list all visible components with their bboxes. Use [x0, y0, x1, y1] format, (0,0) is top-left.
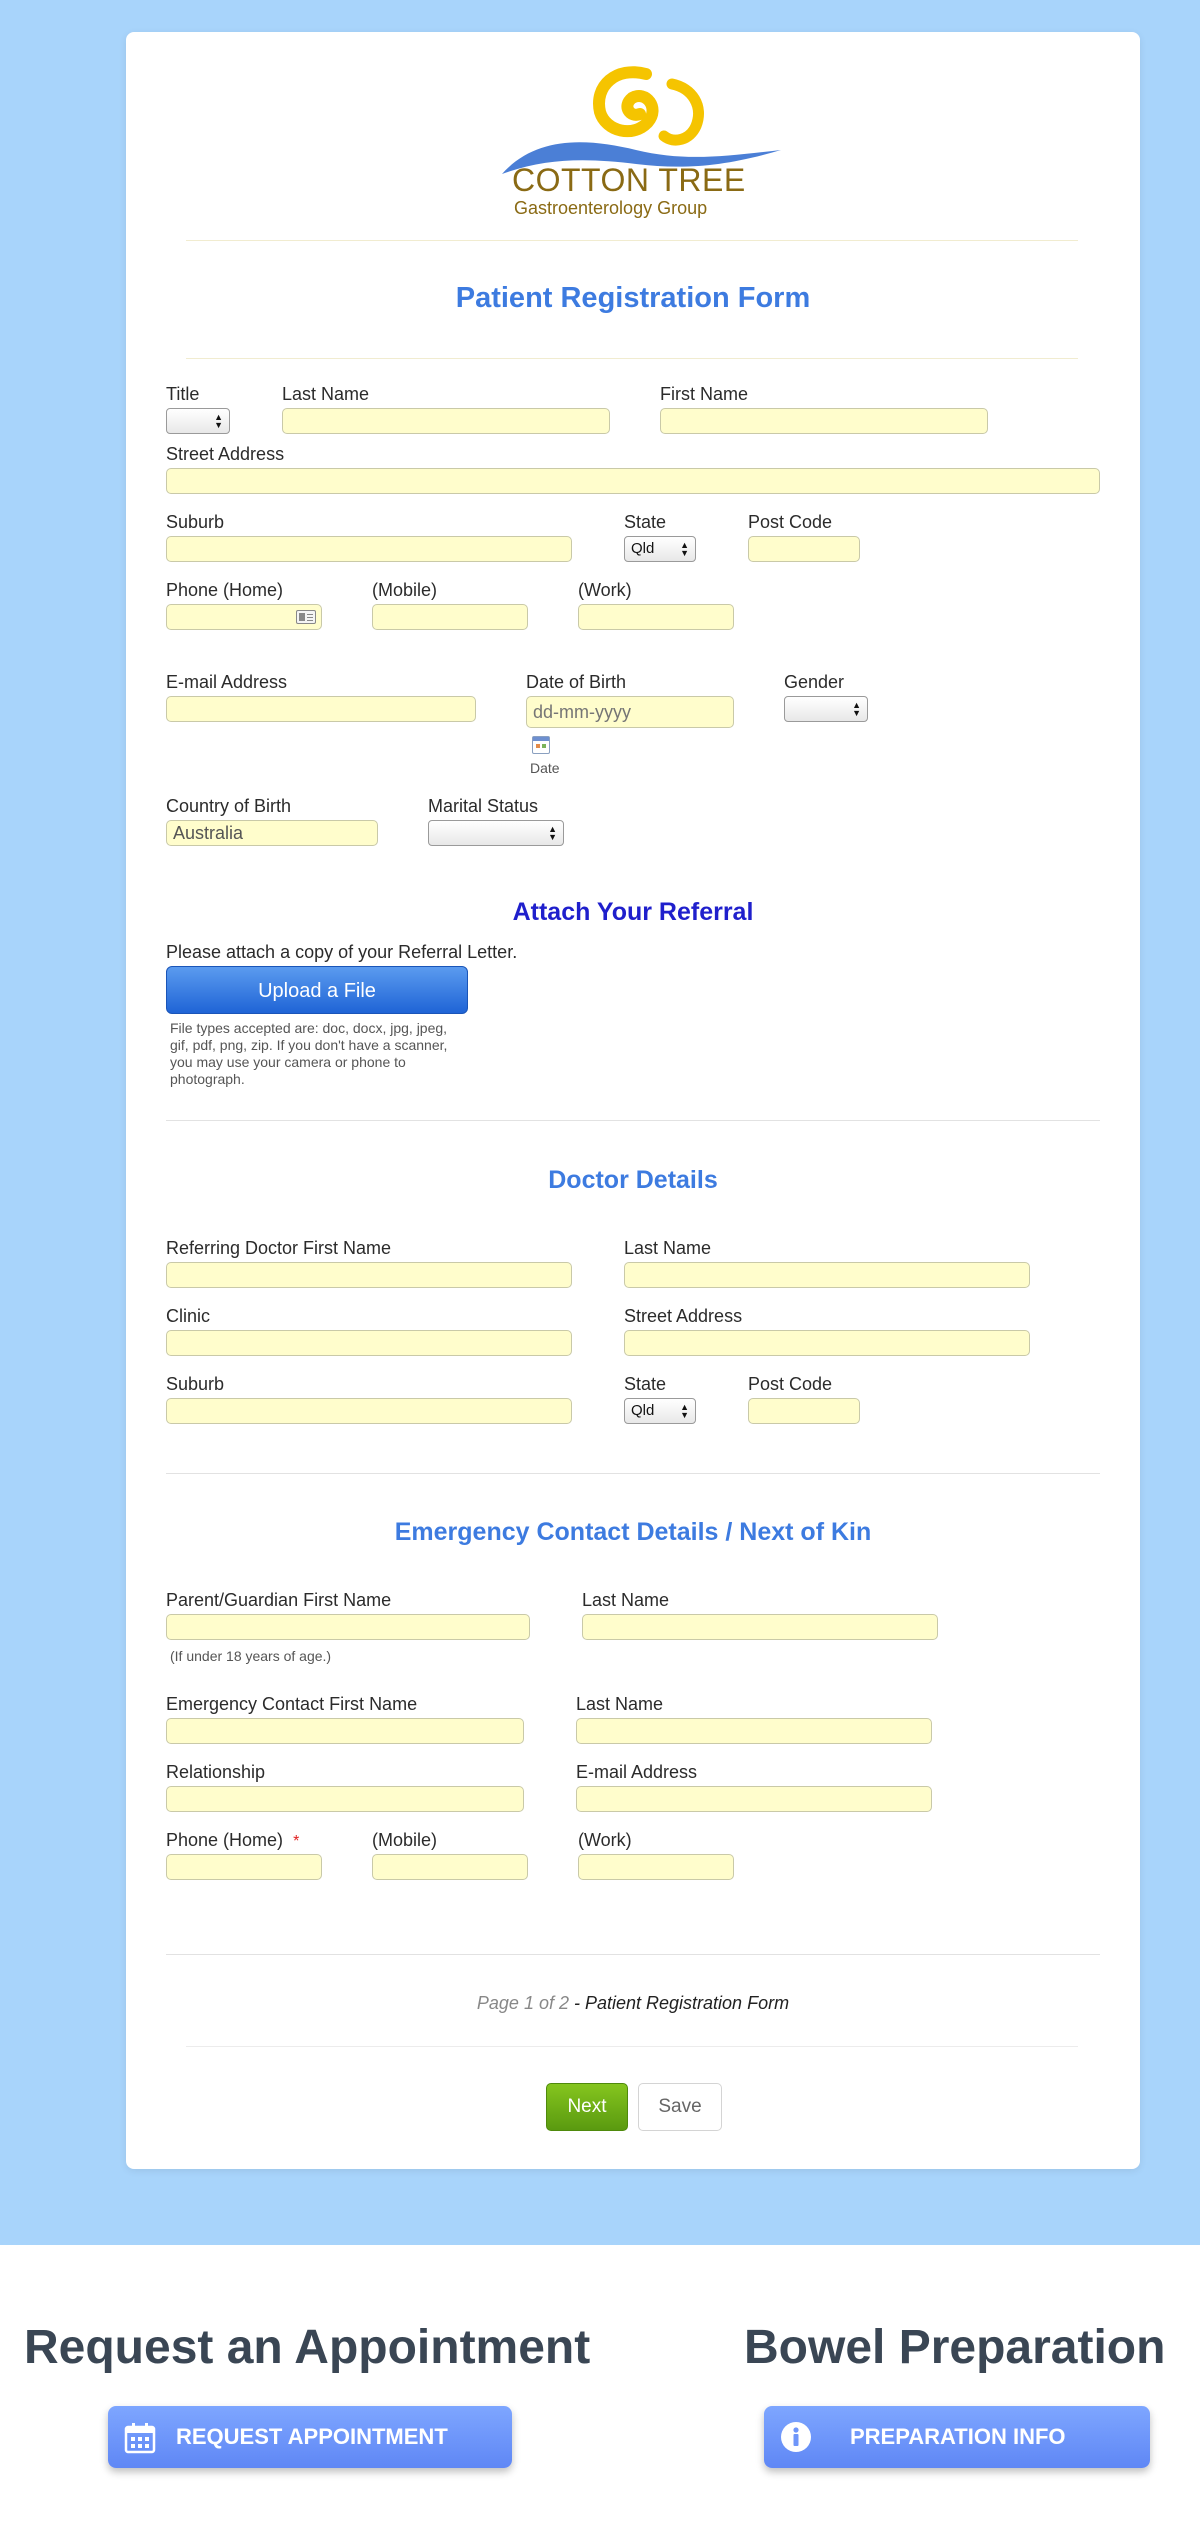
doctor-state-select-value: Qld: [631, 1402, 655, 1419]
doctor-suburb-input[interactable]: [166, 1398, 572, 1424]
contact-first-name-label: Emergency Contact First Name: [166, 1694, 418, 1714]
last-name-input[interactable]: [282, 408, 610, 434]
marital-label: Marital Status: [428, 796, 539, 816]
appointment-heading: Request an Appointment: [24, 2321, 591, 2374]
doctor-last-name-label: Last Name: [624, 1238, 712, 1258]
guardian-first-name-input[interactable]: [166, 1614, 530, 1640]
street-address-input[interactable]: [166, 468, 1100, 494]
contact-email-input[interactable]: [576, 1786, 932, 1812]
last-name-label: Last Name: [282, 384, 370, 404]
select-arrows-icon: ▲ ▼: [680, 1402, 689, 1420]
dob-input[interactable]: [526, 696, 734, 728]
logo-line2: Gastroenterology Group: [514, 198, 708, 218]
pagination-form-name: Patient Registration Form: [584, 1993, 790, 2013]
save-button[interactable]: Save: [638, 2083, 722, 2131]
upload-help-line1: File types accepted are: doc, docx, jpg, jpeg,: [170, 1020, 448, 1036]
date-caption: Date: [530, 760, 560, 776]
email-input[interactable]: [166, 696, 476, 722]
doctor-last-name-input[interactable]: [624, 1262, 1030, 1288]
postcode-input[interactable]: [748, 536, 860, 562]
upload-file-button[interactable]: Upload a File: [166, 966, 468, 1014]
relationship-input[interactable]: [166, 1786, 524, 1812]
street-address-label: Street Address: [166, 444, 285, 464]
gender-select[interactable]: [784, 696, 868, 722]
clinic-input[interactable]: [166, 1330, 572, 1356]
page-title: Patient Registration Form: [455, 282, 811, 314]
guardian-last-name-label: Last Name: [582, 1590, 670, 1610]
state-label: State: [624, 512, 667, 532]
email-label: E-mail Address: [166, 672, 288, 692]
title-select[interactable]: [166, 408, 230, 434]
guardian-first-name-label: Parent/Guardian First Name: [166, 1590, 392, 1610]
contact-phone-home-text: Phone (Home): [166, 1830, 284, 1850]
contact-card-icon[interactable]: [296, 610, 316, 624]
upload-help-line3: you may use your camera or phone to: [170, 1054, 406, 1070]
postcode-label: Post Code: [748, 512, 833, 532]
work-input[interactable]: [578, 604, 734, 630]
doctor-first-name-input[interactable]: [166, 1262, 572, 1288]
upload-help-line4: photograph.: [170, 1071, 245, 1087]
guardian-note: (If under 18 years of age.): [170, 1648, 332, 1664]
select-arrows-icon: ▲ ▼: [852, 700, 861, 718]
page-indicator: Page 1 of 2: [476, 1993, 569, 2013]
doctor-state-select[interactable]: [624, 1398, 696, 1424]
divider: [186, 240, 1078, 241]
contact-last-name-input[interactable]: [576, 1718, 932, 1744]
contact-work-label: (Work): [578, 1830, 632, 1850]
dob-label: Date of Birth: [526, 672, 627, 692]
doctor-street-input[interactable]: [624, 1330, 1030, 1356]
country-label: Country of Birth: [166, 796, 292, 816]
select-arrows-icon: ▲ ▼: [214, 412, 223, 430]
contact-mobile-label: (Mobile): [372, 1830, 438, 1850]
emergency-heading: Emergency Contact Details / Next of Kin: [394, 1518, 872, 1546]
country-input[interactable]: [166, 820, 378, 846]
upload-help-line2: gif, pdf, png, zip. If you don't have a scanner,: [170, 1037, 448, 1053]
gender-label: Gender: [784, 672, 845, 692]
referral-heading: Attach Your Referral: [512, 898, 754, 926]
select-arrows-icon: ▲ ▼: [680, 540, 689, 558]
contact-first-name-input[interactable]: [166, 1718, 524, 1744]
calendar-icon: [124, 2422, 156, 2454]
info-icon: [780, 2421, 812, 2453]
preparation-info-label: PREPARATION INFO: [850, 2424, 1066, 2449]
calendar-icon[interactable]: [532, 736, 550, 754]
required-asterisk: *: [293, 1833, 300, 1850]
contact-email-label: E-mail Address: [576, 1762, 698, 1782]
request-appointment-label: REQUEST APPOINTMENT: [176, 2424, 448, 2449]
first-name-label: First Name: [660, 384, 749, 404]
work-label: (Work): [578, 580, 632, 600]
mobile-input[interactable]: [372, 604, 528, 630]
form-card: [126, 32, 1140, 2169]
contact-phone-home-input[interactable]: [166, 1854, 322, 1880]
doctor-heading: Doctor Details: [548, 1166, 718, 1194]
doctor-state-label: State: [624, 1374, 667, 1394]
pagination-separator: -: [568, 1993, 585, 2013]
phone-home-label: Phone (Home): [166, 580, 284, 600]
suburb-label: Suburb: [166, 512, 225, 532]
request-appointment-button[interactable]: [108, 2406, 512, 2468]
logo-line1: COTTON TREE: [512, 162, 746, 198]
preparation-info-button[interactable]: [764, 2406, 1150, 2468]
doctor-first-name-label: Referring Doctor First Name: [166, 1238, 392, 1258]
mobile-label: (Mobile): [372, 580, 438, 600]
next-button[interactable]: Next: [546, 2083, 628, 2131]
doctor-postcode-input[interactable]: [748, 1398, 860, 1424]
suburb-input[interactable]: [166, 536, 572, 562]
select-arrows-icon: ▲ ▼: [548, 824, 557, 842]
doctor-street-label: Street Address: [624, 1306, 743, 1326]
bowel-preparation-heading: Bowel Preparation: [744, 2321, 1166, 2374]
contact-mobile-input[interactable]: [372, 1854, 528, 1880]
referral-instruction: Please attach a copy of your Referral Letter.: [166, 942, 518, 962]
contact-last-name-label: Last Name: [576, 1694, 664, 1714]
doctor-suburb-label: Suburb: [166, 1374, 225, 1394]
contact-work-input[interactable]: [578, 1854, 734, 1880]
relationship-label: Relationship: [166, 1762, 266, 1782]
state-select[interactable]: [624, 536, 696, 562]
first-name-input[interactable]: [660, 408, 988, 434]
title-label: Title: [166, 384, 200, 404]
clinic-label: Clinic: [166, 1306, 211, 1326]
doctor-postcode-label: Post Code: [748, 1374, 833, 1394]
state-select-value: Qld: [631, 540, 655, 557]
guardian-last-name-input[interactable]: [582, 1614, 938, 1640]
divider: [186, 358, 1078, 359]
marital-select[interactable]: [428, 820, 564, 846]
